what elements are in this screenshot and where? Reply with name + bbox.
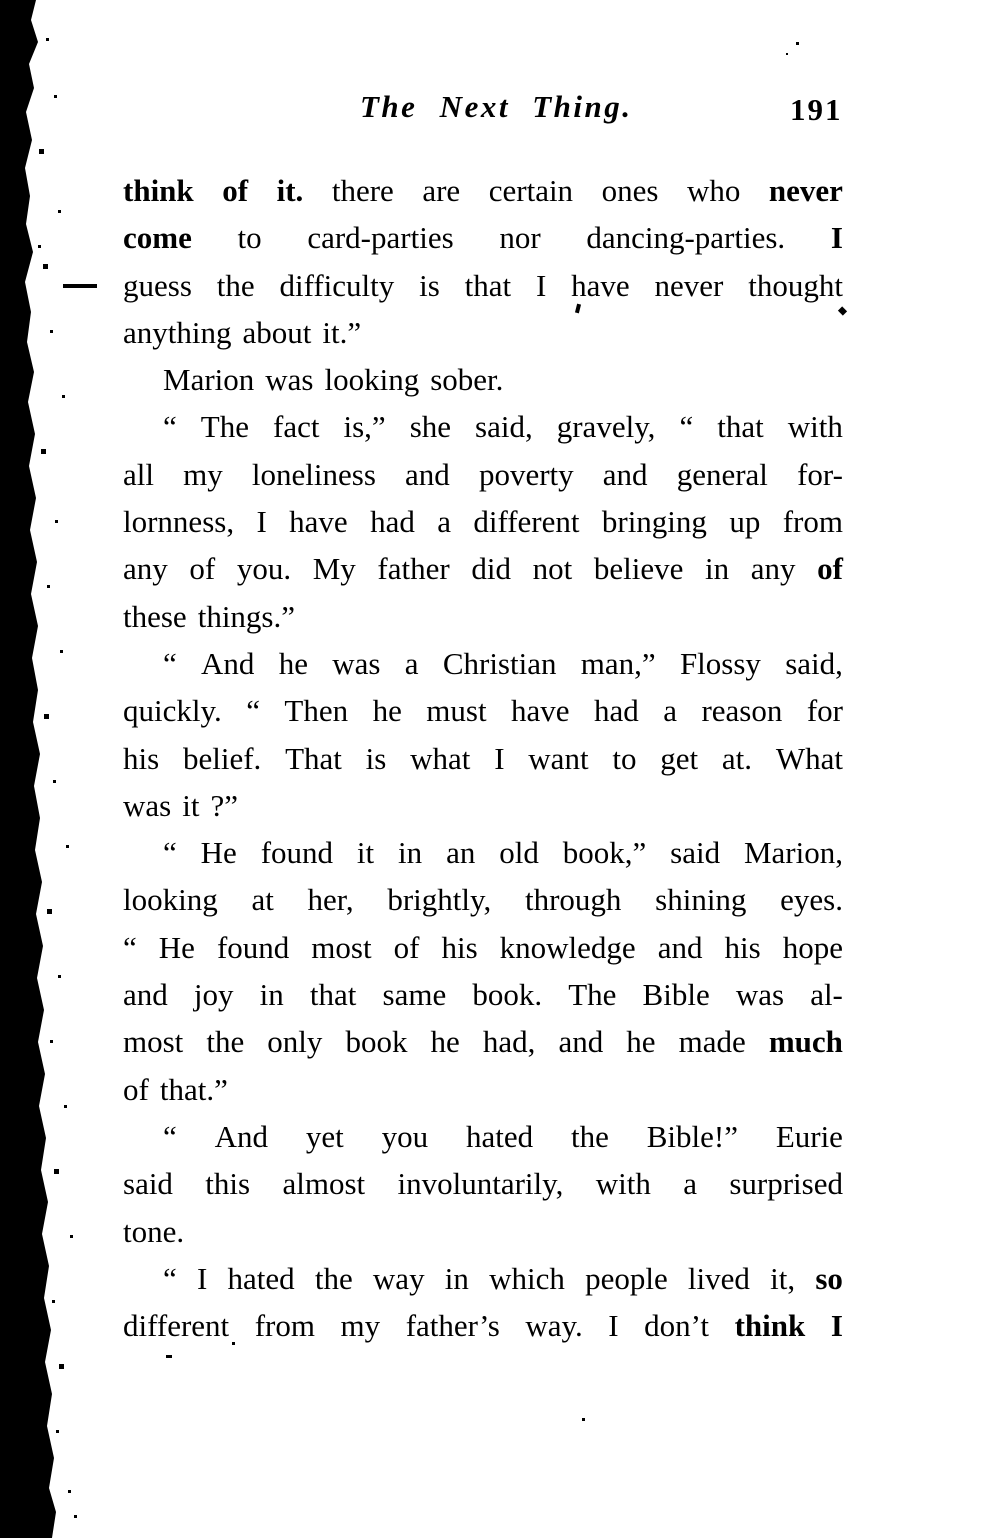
text-line <box>123 1208 843 1255</box>
word: card-parties <box>307 220 454 256</box>
text-line <box>123 640 843 687</box>
word: nor <box>499 220 541 256</box>
word: joy <box>193 977 234 1013</box>
text-line <box>123 451 843 498</box>
word: his <box>123 740 160 776</box>
text-line <box>123 971 843 1018</box>
word: the <box>314 1260 353 1296</box>
word: loneliness <box>251 456 376 492</box>
word: with <box>787 409 843 445</box>
word: people <box>585 1260 668 1296</box>
word: same <box>382 977 447 1013</box>
word: tone. <box>123 1213 185 1249</box>
word: “ <box>163 409 177 445</box>
word: think <box>123 173 194 208</box>
text-line <box>123 924 843 971</box>
word: for <box>806 693 843 729</box>
text-line <box>123 1302 843 1349</box>
word: to <box>612 740 637 776</box>
word: that <box>464 267 512 303</box>
word: think <box>734 1308 806 1344</box>
word: surprised <box>729 1166 843 1202</box>
word: most <box>311 929 372 965</box>
word: believe <box>593 551 684 587</box>
text-line <box>123 309 843 356</box>
word: come <box>123 220 192 256</box>
word: that.” <box>159 1071 228 1107</box>
word: And <box>214 1118 269 1154</box>
word: have <box>571 267 630 303</box>
text-line <box>123 593 843 640</box>
word: I <box>196 1260 208 1296</box>
text-line <box>123 1113 843 1160</box>
word: any <box>750 551 796 587</box>
word: and <box>657 929 703 965</box>
text-line <box>123 262 843 309</box>
word: and <box>123 977 168 1013</box>
word: That <box>285 740 342 776</box>
word: is,” <box>343 409 386 445</box>
word: certain <box>488 173 574 208</box>
scan-speck <box>232 1342 235 1345</box>
word: “ <box>123 929 137 965</box>
word: dancing-parties. <box>586 220 786 256</box>
word: Bible!” <box>646 1118 738 1154</box>
word: “ <box>163 1260 177 1296</box>
word: in <box>398 835 423 871</box>
scan-speck <box>582 1418 585 1421</box>
word: poverty <box>478 456 574 492</box>
word: was <box>332 645 381 681</box>
word: bringing <box>601 504 707 540</box>
word: a <box>437 504 451 540</box>
word: of <box>393 929 420 965</box>
word: Marion, <box>743 835 843 871</box>
text-line <box>123 498 843 545</box>
word: you <box>381 1118 429 1154</box>
word: The <box>200 409 249 445</box>
word: don’t <box>644 1308 710 1344</box>
word: eyes. <box>780 882 843 918</box>
word: and <box>558 1024 604 1060</box>
word: “ <box>163 835 177 871</box>
word: who <box>686 173 741 208</box>
word: only <box>267 1024 323 1060</box>
word: the <box>216 267 255 303</box>
text-line <box>123 782 843 829</box>
word: He <box>158 929 195 965</box>
word: I <box>830 220 843 256</box>
word: which <box>489 1260 565 1296</box>
word: these <box>123 598 187 634</box>
word: reason <box>701 693 783 729</box>
word: up <box>729 504 761 540</box>
word: guess <box>123 267 192 303</box>
word: What <box>775 740 843 776</box>
word: are <box>422 173 461 208</box>
word: quickly. <box>123 693 222 729</box>
word: lornness, <box>123 504 235 540</box>
word: so <box>815 1260 843 1296</box>
word: must <box>426 693 487 729</box>
word: brightly, <box>387 882 492 918</box>
word: most <box>123 1024 184 1060</box>
word: there <box>331 173 394 208</box>
text-line <box>123 403 843 450</box>
word: looking <box>324 362 420 398</box>
word: father <box>377 551 450 587</box>
word: man,” <box>580 645 656 681</box>
word: get <box>660 740 699 776</box>
text-line <box>123 214 843 261</box>
word: book. <box>472 977 543 1013</box>
word: not <box>532 551 573 587</box>
text-line <box>123 687 843 734</box>
word: of <box>123 1071 149 1107</box>
word: difficulty <box>279 267 395 303</box>
word: sober. <box>430 362 504 398</box>
word: old <box>499 835 539 871</box>
word: a <box>404 645 419 681</box>
word: anything <box>123 314 232 350</box>
word: father’s <box>405 1308 500 1344</box>
word: much <box>768 1024 843 1060</box>
text-line <box>123 545 843 592</box>
word: was <box>735 977 785 1013</box>
word: yet <box>305 1118 344 1154</box>
word: “ <box>163 1118 177 1154</box>
word: I <box>830 1308 843 1344</box>
scan-speck <box>166 1355 172 1358</box>
word: of <box>189 551 216 587</box>
word: through <box>524 882 622 918</box>
word: it.” <box>322 314 362 350</box>
text-line <box>123 356 843 403</box>
word: Christian <box>442 645 557 681</box>
word: that <box>717 409 764 445</box>
word: you. <box>236 551 292 587</box>
word: said, <box>475 409 533 445</box>
word: had, <box>482 1024 536 1060</box>
word: He <box>200 835 237 871</box>
word: a <box>683 1166 697 1202</box>
text-line <box>123 1066 843 1113</box>
word: shining <box>655 882 747 918</box>
word: in <box>444 1260 469 1296</box>
word: he <box>372 693 402 729</box>
text-line <box>123 1160 843 1207</box>
word: of <box>817 551 843 587</box>
word: it <box>356 835 375 871</box>
word: The <box>568 977 617 1013</box>
word: ones <box>601 173 659 208</box>
text-line <box>123 1018 843 1065</box>
text-line <box>123 1255 843 1302</box>
word: have <box>289 504 348 540</box>
word: the <box>570 1118 609 1154</box>
page-number: 191 <box>790 92 843 127</box>
word: Eurie <box>775 1118 843 1154</box>
word: lived <box>687 1260 750 1296</box>
word: almost <box>282 1166 366 1202</box>
word: Bible <box>642 977 710 1013</box>
word: way <box>372 1260 425 1296</box>
word: found <box>260 835 334 871</box>
word: different <box>123 1308 230 1344</box>
word: for- <box>797 456 843 492</box>
word: at <box>251 882 274 918</box>
word: any <box>123 551 168 587</box>
word: was <box>123 787 172 823</box>
word: never <box>654 267 724 303</box>
word: did <box>471 551 511 587</box>
word: hated <box>227 1260 295 1296</box>
word: fact <box>273 409 320 445</box>
word: and <box>405 456 450 492</box>
word: he <box>278 645 308 681</box>
word: in <box>704 551 730 587</box>
word: said, <box>785 645 843 681</box>
word: said <box>123 1166 173 1202</box>
word: the <box>206 1024 245 1060</box>
word: book <box>345 1024 408 1060</box>
word: he <box>430 1024 460 1060</box>
word: was <box>265 362 314 398</box>
text-block <box>123 167 843 1349</box>
word: different <box>473 504 580 540</box>
word: “ <box>163 645 177 681</box>
word: it, <box>770 1260 796 1296</box>
word: way. <box>525 1308 583 1344</box>
word: want <box>528 740 589 776</box>
word: from <box>782 504 843 540</box>
scan-noise-specks <box>0 0 3 3</box>
word: about <box>242 314 312 350</box>
word: she <box>409 409 452 445</box>
word: from <box>254 1308 315 1344</box>
word: Flossy <box>679 645 761 681</box>
word: knowledge <box>499 929 636 965</box>
word: it. <box>276 173 304 208</box>
word: looking <box>123 882 218 918</box>
word: said <box>670 835 721 871</box>
text-line <box>123 735 843 782</box>
word: that <box>309 977 357 1013</box>
word: hope <box>782 929 843 965</box>
scan-speck <box>796 42 799 45</box>
text-line <box>123 167 843 214</box>
word: Marion <box>163 362 255 398</box>
word: to <box>237 220 262 256</box>
word: of <box>222 173 249 208</box>
word: my <box>183 456 223 492</box>
word: this <box>205 1166 251 1202</box>
word: I <box>535 267 547 303</box>
word: made <box>678 1024 746 1060</box>
word: an <box>446 835 476 871</box>
word: I <box>608 1308 619 1344</box>
word: in <box>259 977 284 1013</box>
word: And <box>201 645 255 681</box>
word: it <box>182 787 200 823</box>
word: Then <box>284 693 349 729</box>
word: I <box>256 504 267 540</box>
word: al- <box>810 977 843 1013</box>
word: have <box>511 693 570 729</box>
word: found <box>216 929 290 965</box>
word: thought <box>748 267 843 303</box>
word: a <box>663 693 677 729</box>
word: is <box>419 267 440 303</box>
word: had <box>594 693 639 729</box>
word: general <box>676 456 768 492</box>
word: with <box>595 1166 651 1202</box>
word: book,” <box>562 835 647 871</box>
word: he <box>626 1024 656 1060</box>
word: his <box>724 929 761 965</box>
word: had <box>370 504 415 540</box>
running-head-title: The Next Thing. <box>360 89 633 124</box>
word: I <box>494 740 505 776</box>
scan-speck <box>63 284 97 288</box>
word: at. <box>721 740 753 776</box>
word: her, <box>307 882 354 918</box>
word: belief. <box>182 740 262 776</box>
word: and <box>602 456 648 492</box>
word: My <box>312 551 356 587</box>
word: hated <box>465 1118 534 1154</box>
word: all <box>123 456 154 492</box>
word: things.” <box>197 598 296 634</box>
word: “ <box>679 409 694 445</box>
word: my <box>340 1308 381 1344</box>
scan-speck <box>786 53 788 55</box>
word: involuntarily, <box>397 1166 564 1202</box>
word: ?” <box>210 787 238 823</box>
text-line <box>123 876 843 923</box>
word: his <box>441 929 478 965</box>
text-line <box>123 829 843 876</box>
word: gravely, <box>556 409 656 445</box>
word: what <box>410 740 471 776</box>
scan-edge-artifact <box>0 0 62 1538</box>
word: is <box>365 740 387 776</box>
word: never <box>768 173 843 208</box>
word: “ <box>246 693 260 729</box>
